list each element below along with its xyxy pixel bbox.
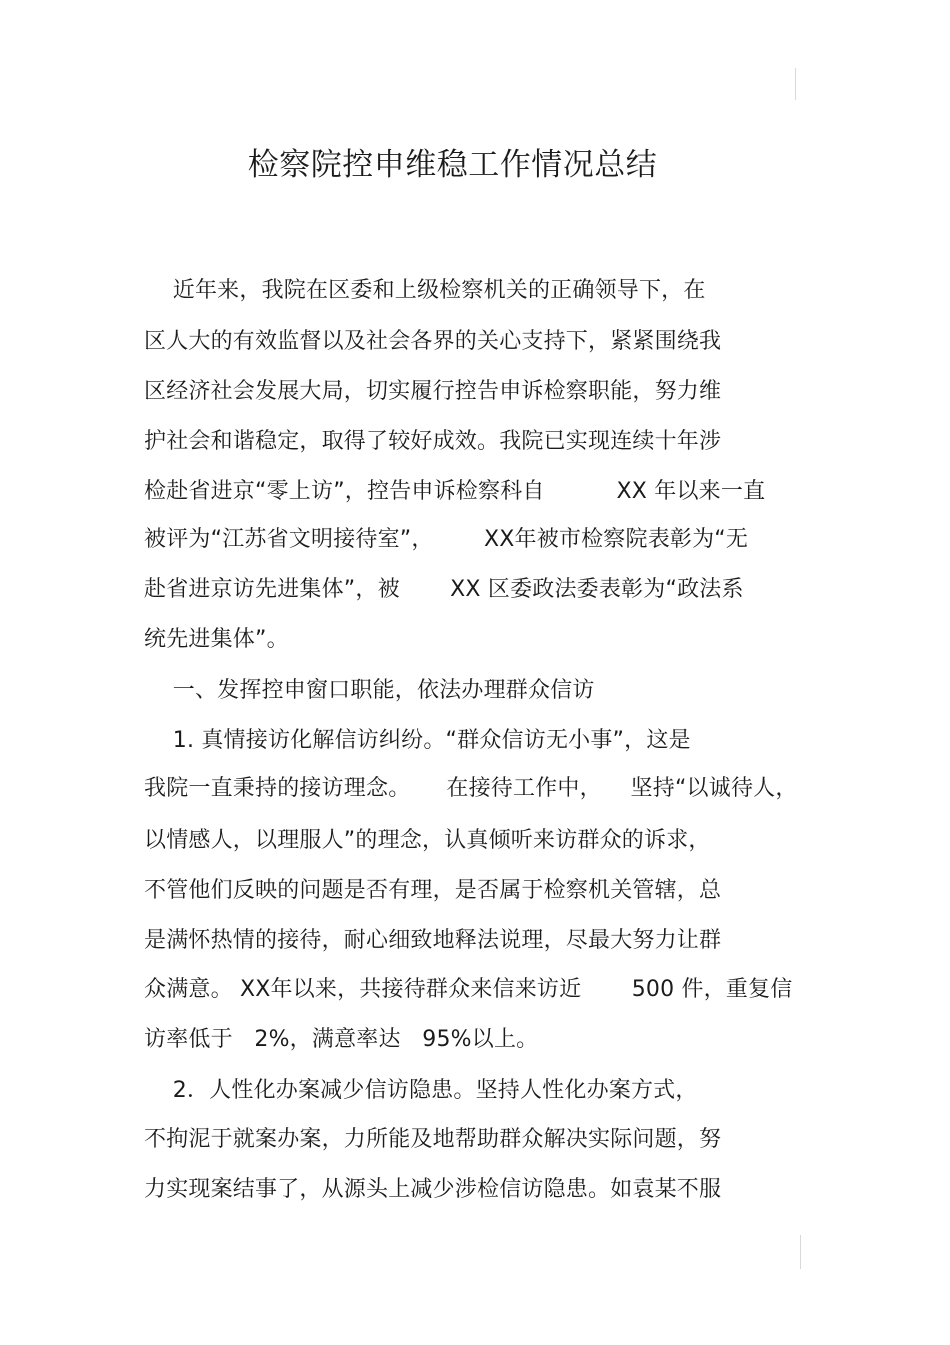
paragraph-line: 区经济社会发展大局，切实履行控告申诉检察职能，努力维 [144, 379, 722, 404]
paragraph-line: 护社会和谐稳定，取得了较好成效。我院已实现连续十年涉 [144, 429, 722, 454]
paragraph-line: 不管他们反映的问题是否有理，是否属于检察机关管辖，总 [144, 878, 722, 903]
paragraph-line: 赴省进京访先进集体”，被 XX 区委政法委表彰为“政法系 [144, 577, 744, 602]
paragraph-line: 访率低于 2%，满意率达 95%以上。 [144, 1027, 539, 1052]
paragraph-line: 1. 真情接访化解信访纠纷。“群众信访无小事”，这是 [144, 728, 691, 753]
paragraph-line: 近年来，我院在区委和上级检察机关的正确领导下，在 [144, 278, 706, 303]
paragraph-line: 区人大的有效监督以及社会各界的关心支持下，紧紧围绕我 [144, 329, 722, 354]
paragraph-line: 统先进集体”。 [144, 627, 289, 652]
section-heading: 一、发挥控申窗口职能，依法办理群众信访 [144, 678, 595, 703]
paragraph-line: 我院一直秉持的接访理念。 在接待工作中， 坚持“以诚待人， [144, 776, 798, 801]
paragraph-line: 检赴省进京“零上访”，控告申诉检察科自 XX 年以来一直 [144, 479, 766, 504]
paragraph-line: 被评为“江苏省文明接待室”， XX年被市检察院表彰为“无 [144, 527, 749, 552]
page-corner-mark-bottom [800, 1235, 801, 1269]
document-title: 检察院控申维稳工作情况总结 [247, 146, 658, 183]
paragraph-line: 2．人性化办案减少信访隐患。坚持人性化办案方式， [144, 1078, 698, 1103]
page-corner-mark-top [795, 68, 796, 100]
paragraph-line: 力实现案结事了，从源头上减少涉检信访隐患。如袁某不服 [144, 1177, 722, 1202]
paragraph-line: 众满意。 XX年以来，共接待群众来信来访近 500 件，重复信 [144, 977, 793, 1002]
paragraph-line: 是满怀热情的接待，耐心细致地释法说理，尽最大努力让群 [144, 928, 722, 953]
paragraph-line: 以情感人，以理服人”的理念，认真倾听来访群众的诉求， [144, 828, 711, 853]
paragraph-line: 不拘泥于就案办案，力所能及地帮助群众解决实际问题，努 [144, 1127, 722, 1152]
